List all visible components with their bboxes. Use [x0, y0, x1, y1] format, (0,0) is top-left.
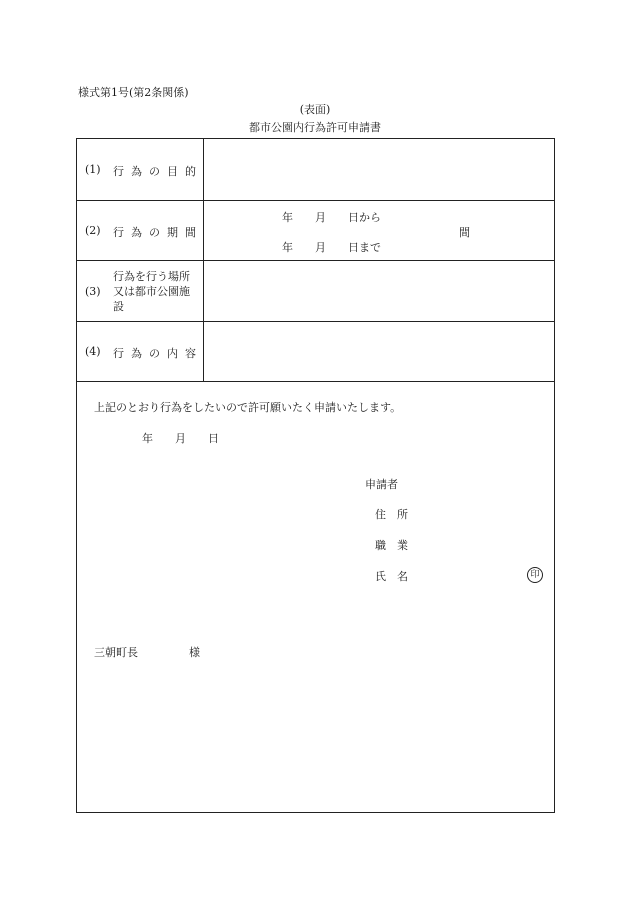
location-field[interactable] [205, 261, 553, 320]
row-divider [77, 200, 554, 201]
row-label: 行為の内容 [113, 347, 203, 360]
row-number: (1) [85, 163, 101, 176]
name-label: 氏 名 [375, 570, 408, 583]
period-start-text: 年 月 日から [282, 211, 381, 224]
application-form [76, 138, 555, 813]
form-number-label: 様式第1号(第2条関係) [78, 86, 189, 99]
row-label: 行為を行う場所又は都市公園施設 [113, 270, 190, 313]
period-end-text: 年 月 日まで [282, 241, 381, 254]
column-divider [203, 139, 204, 381]
applicant-label: 申請者 [365, 478, 398, 491]
row-number: (2) [85, 224, 101, 237]
seal-icon: 印 [527, 567, 543, 583]
honorific-label: 様 [189, 646, 200, 659]
content-field[interactable] [205, 322, 553, 380]
row-label: 行為の目的 [113, 165, 203, 178]
row-divider [77, 381, 554, 382]
row-number: (3) [85, 285, 101, 298]
row-label: 行為の期間 [113, 226, 203, 239]
application-date: 年 月 日 [142, 432, 219, 445]
purpose-field[interactable] [205, 139, 553, 199]
side-label: (表面) [299, 103, 331, 116]
document-title: 都市公園内行為許可申請書 [249, 121, 381, 134]
row-number: (4) [85, 345, 101, 358]
declaration-statement: 上記のとおり行為をしたいので許可願いたく申請いたします。 [94, 401, 402, 414]
addressee-label: 三朝町長 [94, 646, 138, 659]
period-duration-text: 間 [459, 226, 470, 239]
occupation-label: 職 業 [375, 539, 408, 552]
address-label: 住 所 [375, 508, 408, 521]
